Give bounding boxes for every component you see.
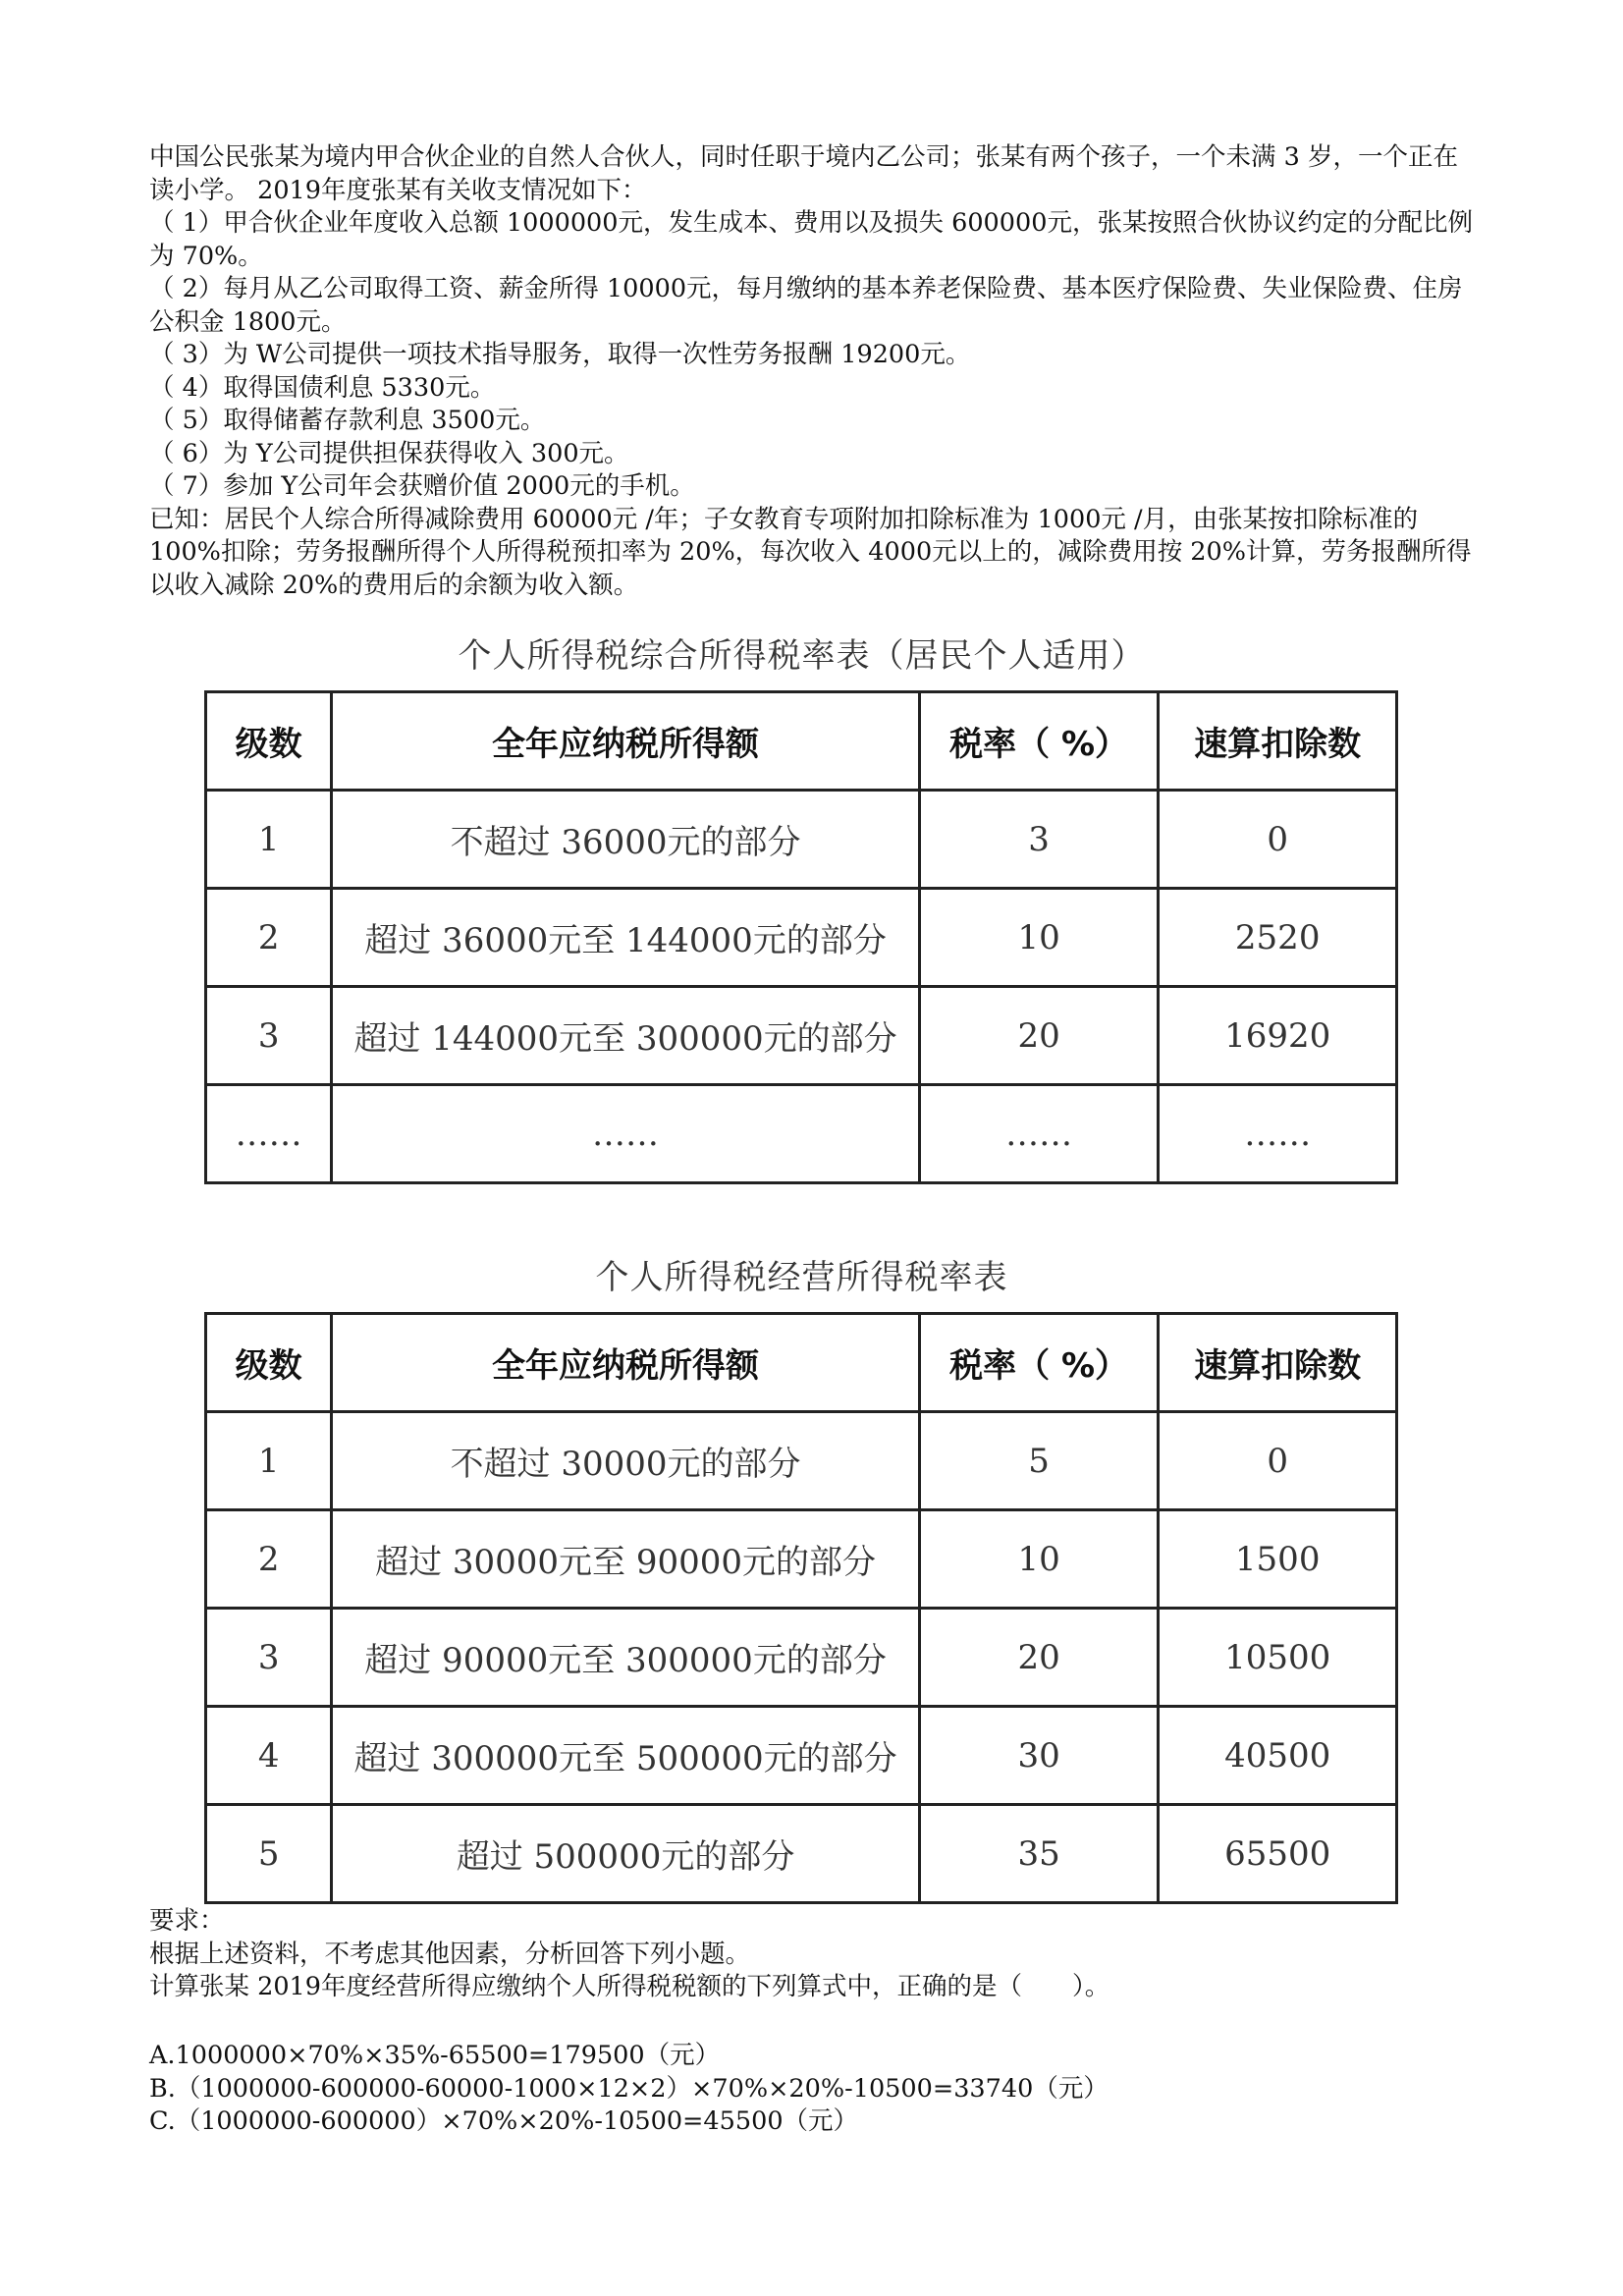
cell-range: 超过 36000元至 144000元的部分 bbox=[332, 889, 919, 987]
table-row bbox=[206, 889, 1397, 987]
intro-item-7: （ 7）参加 Y公司年会获赠价值 2000元的手机。 bbox=[149, 471, 695, 501]
cell-rate: 3 bbox=[919, 791, 1159, 889]
option-a[interactable]: A.1000000×70%×35%-65500=179500（元） bbox=[149, 2041, 721, 2070]
cell-range: 超过 144000元至 300000元的部分 bbox=[332, 987, 919, 1085]
known-conditions: 已知：居民个人综合所得减除费用 60000元 /年；子女教育专项附加扣除标准为 1000元 /月，由张某按扣除标准的 100%扣除；劳务报酬所得个人所得税预扣率为 20%，每次收入 4000元以上的，减除费用按 20%计算，劳务报酬所得以收入减除 20%的费用后的余额为收入额。 bbox=[149, 504, 1472, 600]
table-row bbox=[206, 1412, 1397, 1510]
table-row bbox=[206, 791, 1397, 889]
table2-title: 个人所得税经营所得税率表 bbox=[595, 1258, 1008, 1297]
option-c[interactable]: C.（1000000-600000）×70%×20%-10500=45500（元） bbox=[149, 2106, 859, 2136]
question-stem: 计算张某 2019年度经营所得应缴纳个人所得税税额的下列算式中，正确的是（ ）。 bbox=[149, 1972, 1110, 2001]
table1-title: 个人所得税综合所得税率表（居民个人适用） bbox=[458, 636, 1146, 676]
requirement-label: 要求： bbox=[149, 1906, 225, 1936]
intro-item-2: （ 2）每月从乙公司取得工资、薪金所得 10000元，每月缴纳的基本养老保险费、基本医疗保险费、失业保险费、住房公积金 1800元。 bbox=[149, 274, 1463, 337]
table-row bbox=[206, 1085, 1397, 1183]
cell-grade: 5 bbox=[206, 1805, 332, 1903]
header-taxable-income: 全年应纳税所得额 bbox=[332, 692, 919, 791]
cell-range: 超过 90000元至 300000元的部分 bbox=[332, 1609, 919, 1707]
table-row bbox=[206, 1510, 1397, 1609]
table-header-row bbox=[206, 692, 1397, 791]
problem-statement bbox=[149, 141, 1475, 602]
table-row bbox=[206, 1707, 1397, 1805]
cell-deduction: 1500 bbox=[1159, 1510, 1397, 1609]
cell-range: 不超过 30000元的部分 bbox=[332, 1412, 919, 1510]
cell-deduction: 2520 bbox=[1159, 889, 1397, 987]
cell-range: 不超过 36000元的部分 bbox=[332, 791, 919, 889]
question-block bbox=[149, 1905, 1475, 2004]
cell-grade: 1 bbox=[206, 791, 332, 889]
cell-deduction: 65500 bbox=[1159, 1805, 1397, 1903]
cell-deduction: 10500 bbox=[1159, 1609, 1397, 1707]
table-row bbox=[206, 1805, 1397, 1903]
header-grade: 级数 bbox=[206, 692, 332, 791]
cell-grade: 3 bbox=[206, 987, 332, 1085]
cell-grade: 1 bbox=[206, 1412, 332, 1510]
cell-range: 超过 300000元至 500000元的部分 bbox=[332, 1707, 919, 1805]
cell-grade: 3 bbox=[206, 1609, 332, 1707]
cell-rate: 10 bbox=[919, 1510, 1159, 1609]
cell-rate: 10 bbox=[919, 889, 1159, 987]
header-quick-deduction: 速算扣除数 bbox=[1159, 692, 1397, 791]
intro-item-6: （ 6）为 Y公司提供担保获得收入 300元。 bbox=[149, 438, 629, 468]
header-tax-rate: 税率（ %） bbox=[919, 1314, 1159, 1412]
intro-item-3: （ 3）为 W公司提供一项技术指导服务，取得一次性劳务报酬 19200元。 bbox=[149, 340, 971, 369]
cell-deduction: 0 bbox=[1159, 791, 1397, 889]
cell-deduction: 16920 bbox=[1159, 987, 1397, 1085]
comprehensive-income-tax-table bbox=[204, 690, 1398, 1184]
header-quick-deduction: 速算扣除数 bbox=[1159, 1314, 1397, 1412]
cell-deduction: 40500 bbox=[1159, 1707, 1397, 1805]
intro-item-4: （ 4）取得国债利息 5330元。 bbox=[149, 372, 496, 403]
cell-deduction: 0 bbox=[1159, 1412, 1397, 1510]
cell-rate: 20 bbox=[919, 1609, 1159, 1707]
intro-item-1: （ 1）甲合伙企业年度收入总额 1000000元，发生成本、费用以及损失 600000元，张某按照合伙协议约定的分配比例为 70%。 bbox=[149, 208, 1473, 271]
cell-rate: 5 bbox=[919, 1412, 1159, 1510]
header-taxable-income: 全年应纳税所得额 bbox=[332, 1314, 919, 1412]
cell-range: 超过 30000元至 90000元的部分 bbox=[332, 1510, 919, 1609]
header-grade: 级数 bbox=[206, 1314, 332, 1412]
table-row bbox=[206, 1609, 1397, 1707]
cell-rate: 35 bbox=[919, 1805, 1159, 1903]
table-row bbox=[206, 987, 1397, 1085]
cell-range: 超过 500000元的部分 bbox=[332, 1805, 919, 1903]
answer-options bbox=[149, 2040, 1475, 2139]
cell-grade: 2 bbox=[206, 889, 332, 987]
instruction-text: 根据上述资料，不考虑其他因素，分析回答下列小题。 bbox=[149, 1939, 751, 1969]
cell-grade: 2 bbox=[206, 1510, 332, 1609]
table-header-row bbox=[206, 1314, 1397, 1412]
cell-grade: 4 bbox=[206, 1707, 332, 1805]
option-b[interactable]: B.（1000000-600000-60000-1000×12×2）×70%×20%-10500=33740（元） bbox=[149, 2073, 1109, 2104]
cell-range: …… bbox=[332, 1085, 919, 1183]
cell-rate: 30 bbox=[919, 1707, 1159, 1805]
cell-grade: …… bbox=[206, 1085, 332, 1183]
business-income-tax-table bbox=[204, 1312, 1398, 1904]
intro-paragraph: 中国公民张某为境内甲合伙企业的自然人合伙人，同时任职于境内乙公司；张某有两个孩子，一个未满 3 岁，一个正在读小学。 2019年度张某有关收支情况如下： bbox=[149, 142, 1458, 205]
header-tax-rate: 税率（ %） bbox=[919, 692, 1159, 791]
cell-rate: 20 bbox=[919, 987, 1159, 1085]
cell-rate: …… bbox=[919, 1085, 1159, 1183]
intro-item-5: （ 5）取得储蓄存款利息 3500元。 bbox=[149, 406, 546, 435]
cell-deduction: …… bbox=[1159, 1085, 1397, 1183]
